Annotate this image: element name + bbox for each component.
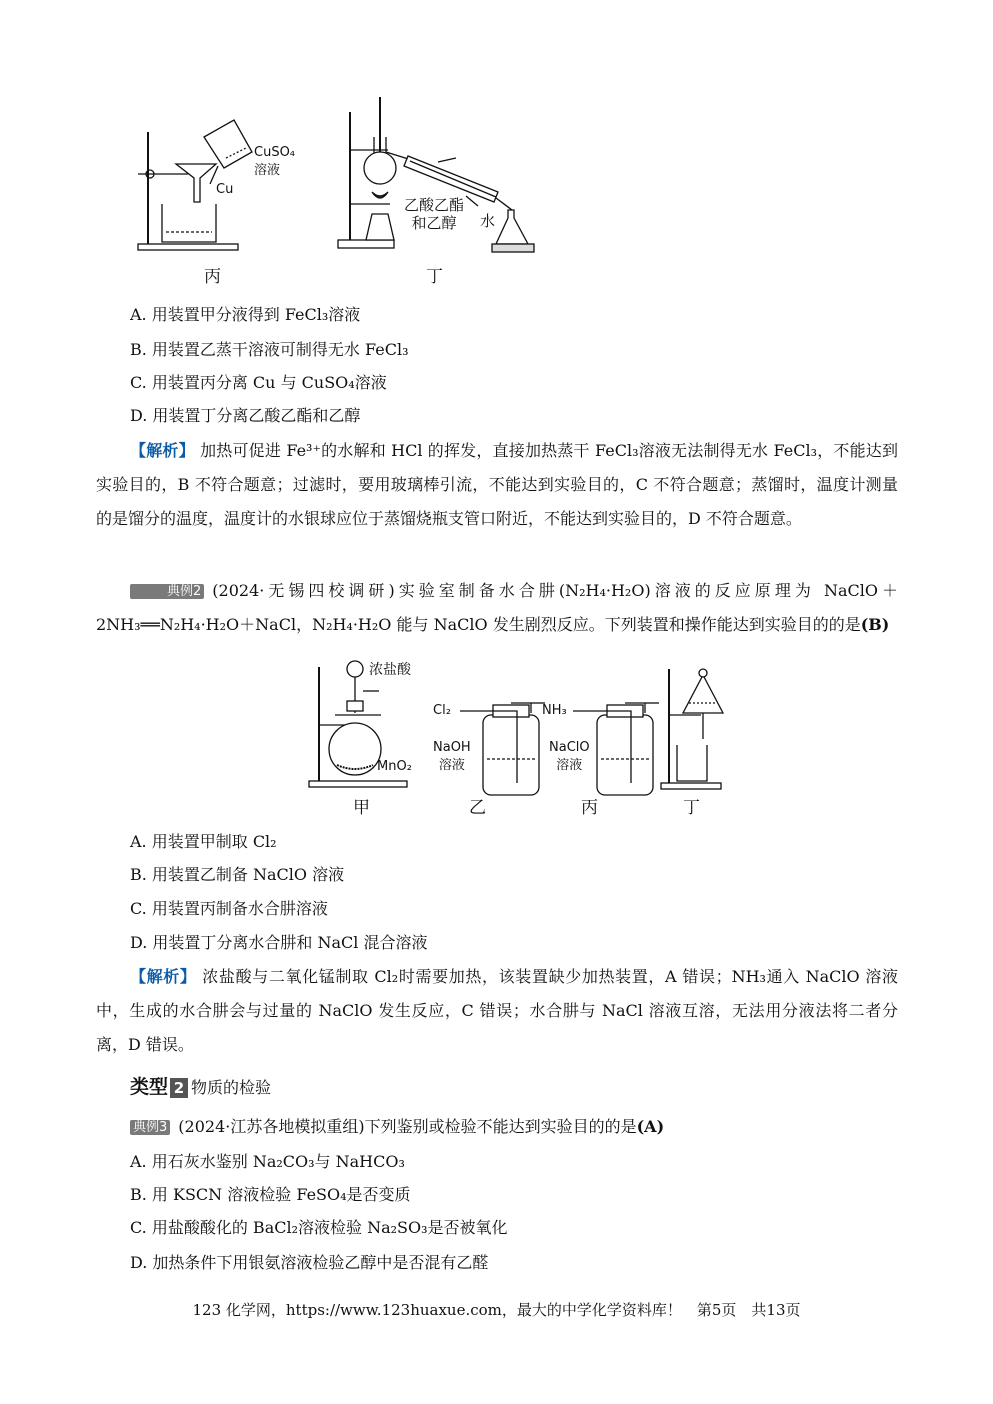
q2-option-c: C. 用装置丙制备水合肼溶液 xyxy=(130,899,328,918)
figure-1-drawing xyxy=(128,92,548,282)
analysis-1-text: 加热可促进 Fe³⁺的水解和 HCl 的挥发，直接加热蒸干 FeCl₃溶液无法制得无水 FeCl₃，不能达到实验目的，B 不符合题意；过滤时，要用玻璃棒引流，不能达到实验目的，C 不符合题意；蒸馏时，温度计测量的是馏分的温度，温度计的水银球应位于蒸馏烧瓶支管口附近，不能达到实验目的，D 不符合题意。 xyxy=(96,441,898,528)
example-3-text: (2024·江苏各地模拟重组)下列鉴别或检验不能达到实验目的的是 xyxy=(178,1117,637,1136)
label-water: 水 xyxy=(480,212,496,230)
label-cuso4-solution: CuSO₄ 溶液 xyxy=(254,145,296,178)
caption-bing-2: 丙 xyxy=(581,798,598,818)
q3-option-a: A. 用石灰水鉴别 Na₂CO₃与 NaHCO₃ xyxy=(130,1152,405,1171)
caption-bing: 丙 xyxy=(204,267,221,287)
type-number-badge: 2 xyxy=(170,1078,188,1098)
caption-yi: 乙 xyxy=(469,798,486,818)
figure-apparatus-2 xyxy=(305,655,735,818)
q3-option-c: C. 用盐酸酸化的 BaCl₂溶液检验 Na₂SO₃是否被氧化 xyxy=(130,1218,508,1237)
section-heading-type-2 xyxy=(130,1075,271,1100)
q2-option-a: A. 用装置甲制取 Cl₂ xyxy=(130,832,277,851)
label-conc-hcl: 浓盐酸 xyxy=(369,662,411,678)
q1-option-c: C. 用装置丙分离 Cu 与 CuSO₄溶液 xyxy=(130,373,387,392)
analysis-2 xyxy=(96,960,898,1062)
example-2 xyxy=(96,574,898,642)
example-3-tag: 典例3 xyxy=(130,1120,170,1135)
example-3 xyxy=(130,1117,664,1137)
label-naoh-solution: NaOH 溶液 xyxy=(433,740,471,773)
analysis-1 xyxy=(96,434,898,536)
label-ester-ethanol: 乙酸乙酯 和乙醇 xyxy=(404,196,465,232)
figure-apparatus-1 xyxy=(128,92,548,287)
label-cu-solid: Cu xyxy=(216,182,234,197)
analysis-2-tag: 【解析】 xyxy=(130,967,197,986)
label-mno2: MnO₂ xyxy=(377,759,412,774)
q2-option-b: B. 用装置乙制备 NaClO 溶液 xyxy=(130,865,345,884)
analysis-1-tag: 【解析】 xyxy=(130,441,195,460)
page-footer: 123 化学网，https://www.123huaxue.com，最大的中学化学资料库！ 第5页 共13页 xyxy=(192,1301,801,1319)
example-2-text: (2024·无锡四校调研)实验室制备水合肼(N₂H₄·H₂O)溶液的反应原理为 NaClO＋2NH₃══N₂H₄·H₂O＋NaCl，N₂H₄·H₂O 能与 NaClO 发生剧烈反应。下列装置和操作能达到实验目的的是 xyxy=(96,581,898,634)
q1-option-b: B. 用装置乙蒸干溶液可制得无水 FeCl₃ xyxy=(130,340,409,359)
q1-option-a: A. 用装置甲分液得到 FeCl₃溶液 xyxy=(130,305,361,324)
caption-jia: 甲 xyxy=(353,798,370,818)
analysis-2-text: 浓盐酸与二氧化锰制取 Cl₂时需要加热，该装置缺少加热装置，A 错误；NH₃通入 NaClO 溶液中，生成的水合肼会与过量的 NaClO 发生反应，C 错误；水合肼与 NaCl 溶液互溶，无法用分液法将二者分离，D 错误。 xyxy=(96,967,898,1054)
figure-2-drawing xyxy=(305,655,735,815)
example-2-answer: (B) xyxy=(860,615,890,634)
label-nh3: NH₃ xyxy=(542,703,567,718)
q3-option-b: B. 用 KSCN 溶液检验 FeSO₄是否变质 xyxy=(130,1185,411,1204)
type-title: 物质的检验 xyxy=(191,1078,272,1097)
example-2-tag: 典例2 xyxy=(130,584,204,599)
q1-option-d: D. 用装置丁分离乙酸乙酯和乙醇 xyxy=(130,406,361,425)
q3-option-d: D. 加热条件下用银氨溶液检验乙醇中是否混有乙醛 xyxy=(130,1253,489,1272)
example-3-answer: (A) xyxy=(636,1117,665,1136)
caption-ding: 丁 xyxy=(426,267,443,287)
caption-ding-2: 丁 xyxy=(683,798,700,818)
label-cl2: Cl₂ xyxy=(433,703,451,718)
type-word: 类型 xyxy=(130,1076,169,1098)
label-naclo-solution: NaClO 溶液 xyxy=(549,740,590,773)
q2-option-d: D. 用装置丁分离水合肼和 NaCl 混合溶液 xyxy=(130,933,428,952)
